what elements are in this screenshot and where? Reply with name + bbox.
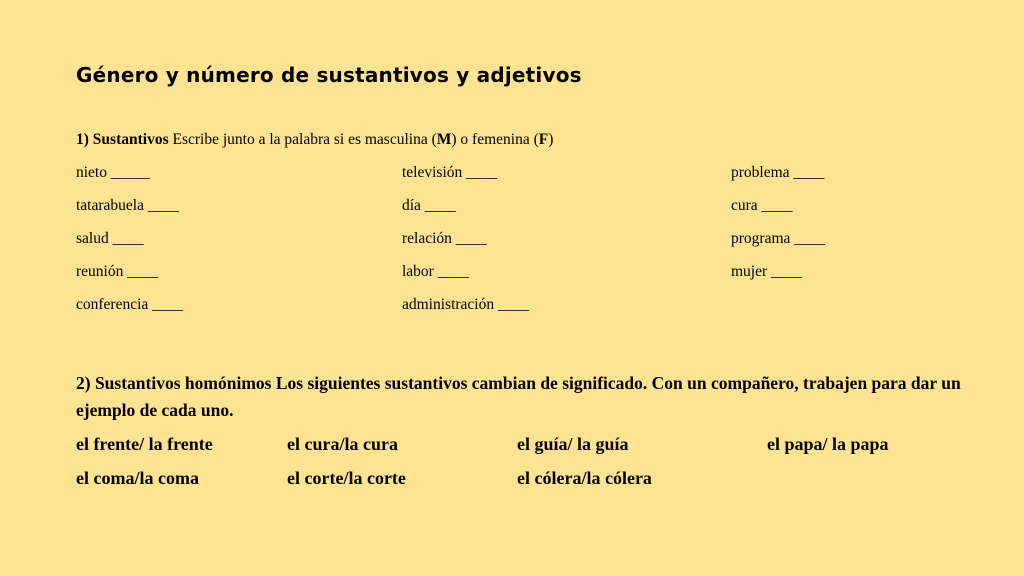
homonym-pair: el cura/la cura: [287, 434, 398, 454]
word-item: problema ____: [731, 164, 825, 181]
homonym-pair: el cólera/la cólera: [517, 468, 652, 488]
word-item: conferencia ____: [76, 296, 184, 313]
homonym-pair: el frente/ la frente: [76, 434, 213, 454]
word-item: cura ____: [731, 197, 793, 214]
word-item: salud ____: [76, 230, 144, 247]
masculine-label: M: [436, 131, 452, 148]
section1-instructions: [76, 131, 553, 149]
homonym-pair: el coma/la coma: [76, 468, 199, 488]
section2-instructions: 2) Sustantivos homónimos Los siguientes sustantivos cambian de significado. Con un compañero, trabajen para dar un ejemplo de cada uno.: [76, 373, 961, 420]
word-item: reunión ____: [76, 263, 159, 280]
section1-number: 1): [76, 131, 89, 148]
feminine-label: F: [538, 131, 549, 148]
section1-instr-part1: Escribe junto a la palabra si es masculina (: [172, 131, 437, 148]
homonym-pair: el guía/ la guía: [517, 434, 629, 454]
page-title: Género y número de sustantivos y adjetivos: [76, 63, 582, 87]
homonym-pair: el corte/la corte: [287, 468, 406, 488]
section1-instr-part3: ): [548, 131, 554, 148]
word-item: televisión ____: [402, 164, 498, 181]
word-item: relación ____: [402, 230, 487, 247]
word-item: administración ____: [402, 296, 529, 313]
word-item: nieto _____: [76, 164, 150, 181]
section1-heading: Sustantivos: [92, 131, 169, 148]
word-item: labor ____: [402, 263, 469, 280]
word-item: mujer ____: [731, 263, 803, 280]
word-item: programa ____: [731, 230, 826, 247]
homonym-pair: el papa/ la papa: [767, 434, 889, 454]
section1-instr-part2: ) o femenina (: [451, 131, 539, 148]
word-item: tatarabuela ____: [76, 197, 179, 214]
word-item: día ____: [402, 197, 456, 214]
